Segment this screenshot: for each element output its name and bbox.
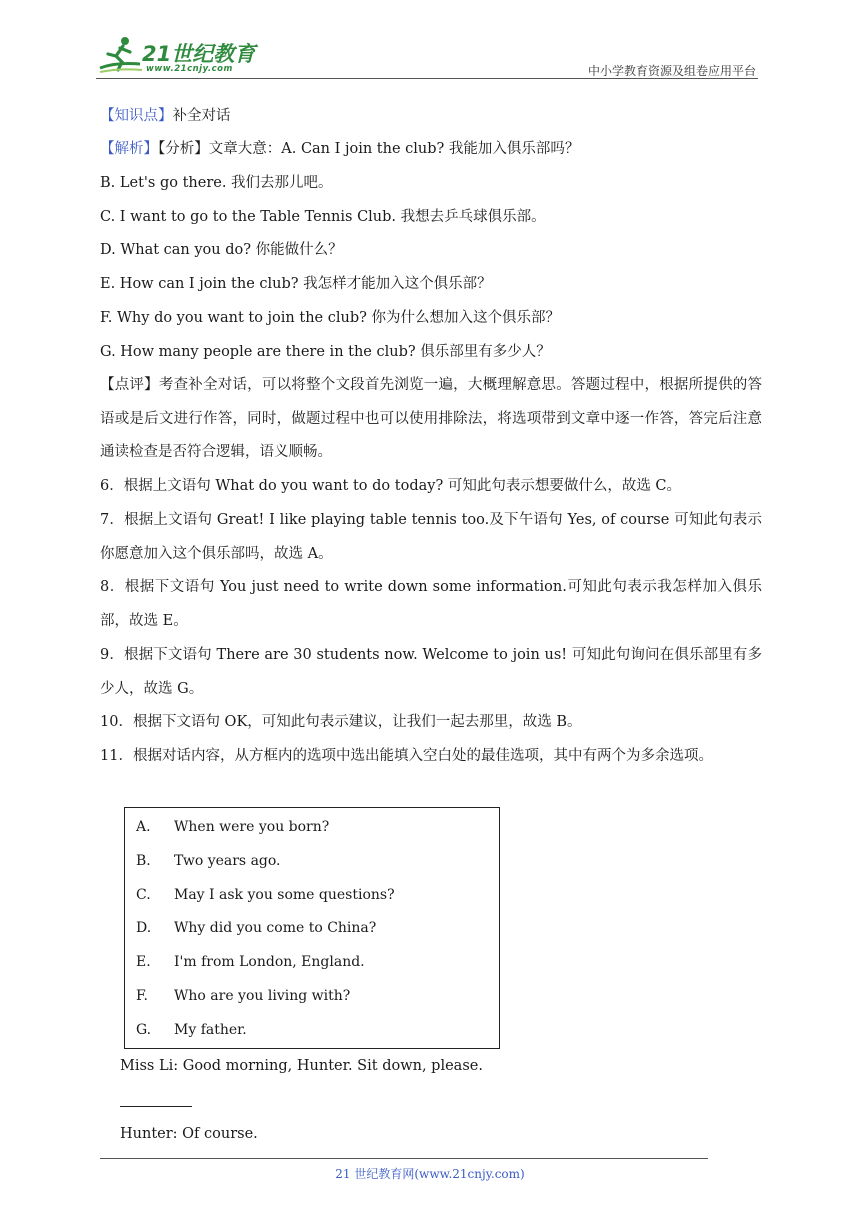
logo-text: 21世纪教育	[142, 42, 256, 66]
option-c: C. May I ask you some questions?	[136, 887, 395, 903]
translation-line-f: F. Why do you want to join the club? 你为什么想加入这个俱乐部？	[100, 310, 560, 326]
answer-explanation-9: 9．根据下文语句 There are 30 students now. Welcome to join us! 可知此句询问在俱乐部里有多少人，故选 G。	[100, 647, 762, 697]
knowledge-point	[100, 106, 231, 126]
option-e: E. I'm from London, England.	[136, 954, 365, 970]
answer-blank[interactable]	[120, 1106, 192, 1107]
option-b: B. Two years ago.	[136, 853, 281, 869]
site-logo	[96, 34, 266, 78]
analysis-text: 【分析】文章大意：A. Can I join the club? 我能加入俱乐部吗？	[158, 141, 580, 157]
translation-line-e: E. How can I join the club? 我怎样才能加入这个俱乐部？	[100, 276, 492, 292]
answer-explanation-8: 8．根据下文语句 You just need to write down some information.可知此句表示我怎样加入俱乐部，故选 E。	[100, 579, 762, 629]
translation-line-c: C. I want to go to the Table Tennis Club. 我想去乒乓球俱乐部。	[100, 209, 546, 225]
translation-line-d: D. What can you do? 你能做什么？	[100, 242, 343, 258]
logo-url: www.21cnjy.com	[146, 64, 233, 74]
analysis-tag: 【解析】	[100, 141, 158, 157]
comment-paragraph: 【点评】考查补全对话，可以将整个文段首先浏览一遍，大概理解意思。答题过程中，根据所提供的答语或是后文进行作答，同时，做题过程中也可以使用排除法，将选项带到文章中逐一作答，答完后注意通读检查是否符合逻辑，语义顺畅。	[100, 377, 762, 460]
option-a: A. When were you born?	[136, 819, 330, 835]
answer-explanation-7: 7．根据上文语句 Great! I like playing table tennis too.及下午语句 Yes, of course 可知此句表示你愿意加入这个俱乐部吗，故选 A。	[100, 512, 762, 562]
option-d: D. Why did you come to China?	[136, 920, 377, 936]
question-11-instruction: 11．根据对话内容，从方框内的选项中选出能填入空白处的最佳选项，其中有两个为多余选项。	[100, 748, 713, 764]
option-g: G. My father.	[136, 1022, 247, 1038]
answer-explanation-10: 10．根据下文语句 OK，可知此句表示建议，让我们一起去那里，故选 B。	[100, 714, 582, 730]
translation-line-b: B. Let's go there. 我们去那儿吧。	[100, 175, 333, 191]
knowledge-text: 补全对话	[172, 108, 231, 124]
header-platform-text: 中小学教育资源及组卷应用平台	[587, 64, 756, 78]
footer-link[interactable]: 21 世纪教育网(www.21cnjy.com)	[335, 1167, 525, 1181]
dialogue-line-1: Miss Li: Good morning, Hunter. Sit down, please.	[120, 1058, 483, 1074]
knowledge-tag: 【知识点】	[100, 108, 173, 124]
option-f: F. Who are you living with?	[136, 988, 351, 1004]
header-divider	[96, 78, 758, 79]
answer-explanation-6: 6．根据上文语句 What do you want to do today? 可知此句表示想要做什么，故选 C。	[100, 478, 682, 494]
translation-line-g: G. How many people are there in the club? 俱乐部里有多少人？	[100, 344, 551, 360]
footer-divider	[100, 1158, 708, 1159]
analysis-line	[100, 139, 579, 159]
dialogue-line-2: Hunter: Of course.	[120, 1126, 258, 1142]
runner-icon	[96, 34, 144, 78]
options-box	[124, 807, 500, 1049]
